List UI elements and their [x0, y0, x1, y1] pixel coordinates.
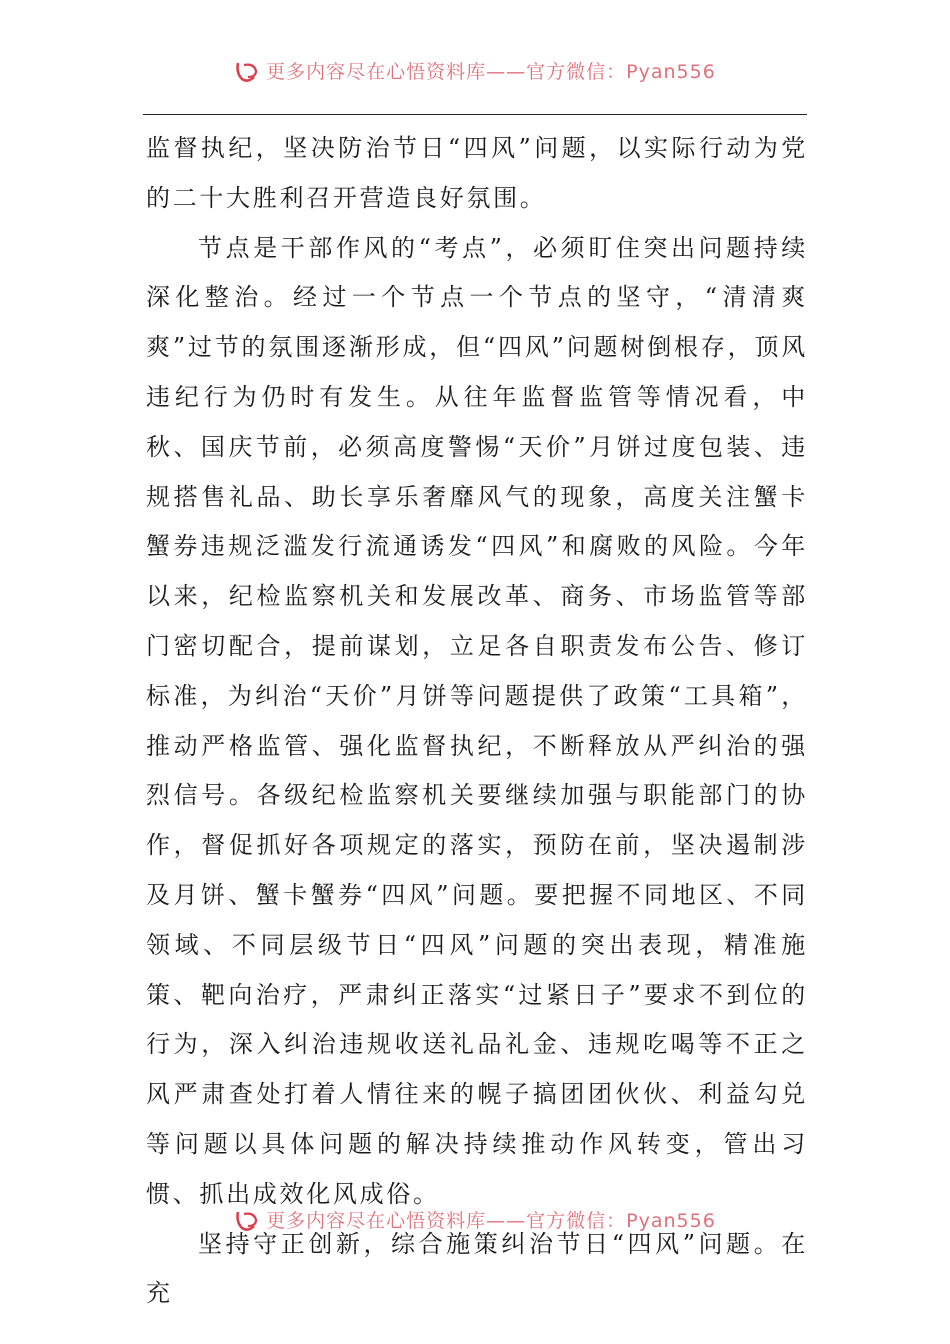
header-divider: [143, 114, 807, 115]
header-watermark: [0, 57, 950, 84]
paragraph-next: 坚持守正创新，综合施策纠治节日“四风”问题。在充: [146, 1229, 808, 1308]
paragraph-main: 节点是干部作风的“考点”，必须盯住突出问题持续深化整治。经过一个节点一个节点的坚守，“清清爽爽”过节的氛围逐渐形成，但“四风”问题树倒根存，顶风违纪行为仍时有发生。从往年监督监管等情况看，中秋、国庆节前，必须高度警惕“天价”月饼过度包装、违规搭售礼品、助长享乐奢靡风气的现象，高度关注蟹卡蟹券违规泛滥发行流通诱发“四风”和腐败的风险。今年以来，纪检监察机关和发展改革、商务、市场监管等部门密切配合，提前谋划，立足各自职责发布公告、修订标准，为纠治“天价”月饼等问题提供了政策“工具箱”，推动严格监管、强化监督执纪，不断释放从严纠治的强烈信号。各级纪检监察机关要继续加强与职能部门的协作，督促抓好各项规定的落实，预防在前，坚决遏制涉及月饼、蟹卡蟹券“四风”问题。要把握不同地区、不同领域、不同层级节日“四风”问题的突出表现，精准施策、靶向治疗，严肃纠正落实“过紧日子”要求不到位的行为，深入纠治违规收送礼品礼金、违规吃喝等不正之风严肃查处打着人情往来的幌子搞团团伙伙、利益勾兑等问题以具体问题的解决持续推动作风转变，管出习惯、抓出成效化风成俗。: [146, 233, 808, 1208]
document-body: [146, 124, 808, 1319]
footer-watermark-text: 更多内容尽在心悟资料库——官方微信：Pyan556: [266, 1210, 716, 1232]
logo-icon: [234, 1208, 260, 1232]
logo-icon: [234, 59, 260, 83]
header-watermark-text: 更多内容尽在心悟资料库——官方微信：Pyan556: [266, 61, 716, 83]
paragraph-continued: 监督执纪，坚决防治节日“四风”问题，以实际行动为党的二十大胜利召开营造良好氛围。: [146, 134, 808, 212]
footer-watermark: [0, 1206, 950, 1233]
